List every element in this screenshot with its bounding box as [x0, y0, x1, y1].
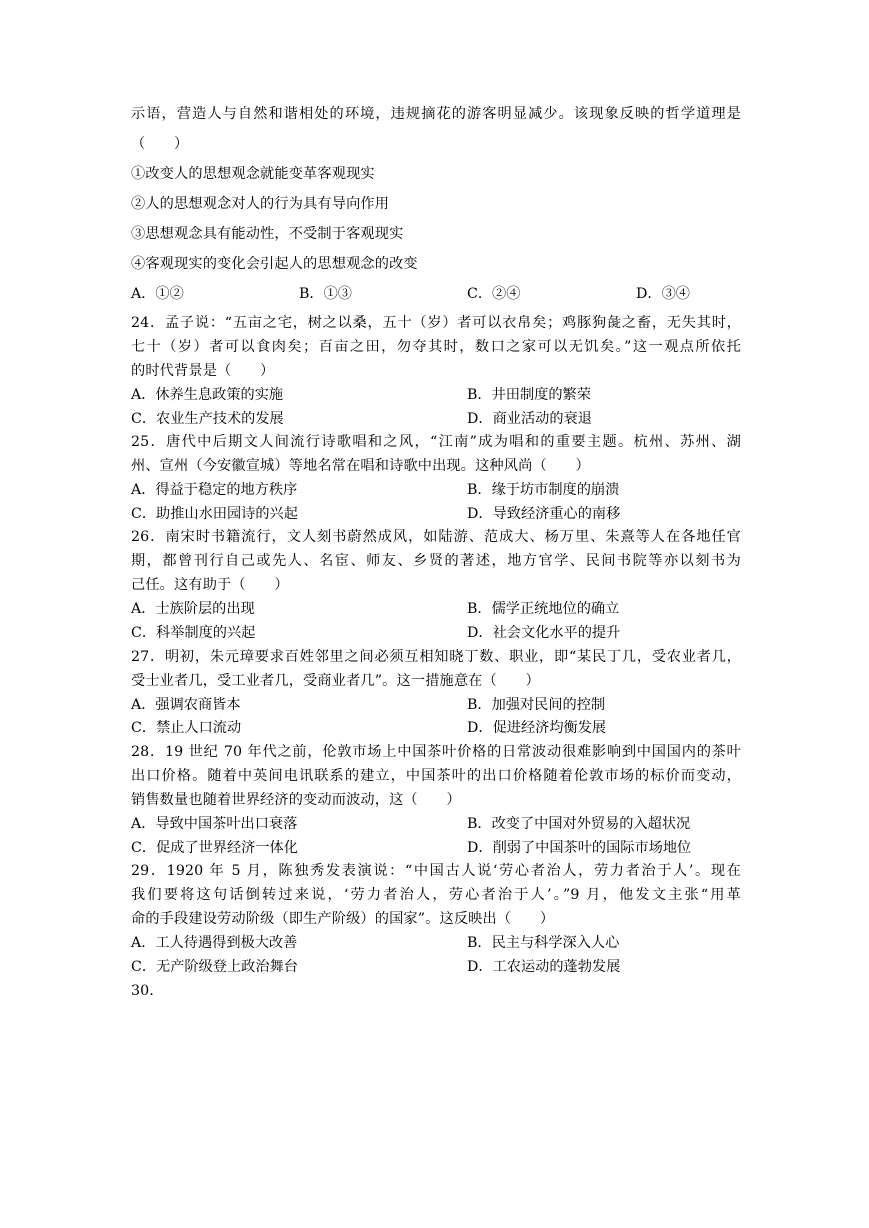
q26-option-b: B．儒学正统地位的确立	[467, 601, 620, 617]
q25-stem-line-1: 25．唐代中后期文人间流行诗歌唱和之风，“江南”成为唱和的重要主题。杭州、苏州、湖	[131, 434, 741, 450]
q29-option-c: C．无产阶级登上政治舞台	[131, 959, 298, 975]
q23-item-1: ①改变人的思想观念就能变革客观现实	[131, 166, 375, 182]
q28-stem-line-2: 出口价格。随着中英间电讯联系的建立，中国茶叶的出口价格随着伦敦市场的标价而变动，	[131, 768, 741, 784]
q23-option-c: C．②④	[467, 286, 521, 302]
q27-option-b: B．加强对民间的控制	[467, 697, 606, 713]
q26-stem-line-2: 期，都曾刊行自己或先人、名宦、师友、乡贤的著述，地方官学、民间书院等亦以刻书为	[131, 553, 741, 569]
q29-option-d: D．工农运动的蓬勃发展	[467, 959, 621, 975]
q29-stem-line-2: 我们要将这句话倒转过来说，‘劳力者治人，劳心者治于人’。”9 月，他发文主张“用革	[131, 887, 741, 903]
q26-option-c: C．科举制度的兴起	[131, 625, 256, 641]
q25-option-d: D．导致经济重心的南移	[467, 506, 621, 522]
q28-option-d: D．削弱了中国茶叶的国际市场地位	[467, 840, 692, 856]
q26-option-a: A．士族阶层的出现	[131, 601, 255, 617]
q23-answer-blank: （ ）	[131, 136, 189, 152]
q26-stem-line-1: 26．南宋时书籍流行，文人刻书蔚然成风，如陆游、范成大、杨万里、朱熹等人在各地任官	[131, 529, 741, 545]
q25-option-c: C．助推山水田园诗的兴起	[131, 506, 298, 522]
q23-item-3: ③思想观念具有能动性，不受制于客观现实	[131, 226, 404, 242]
q26-option-d: D．社会文化水平的提升	[467, 625, 621, 641]
q23-stem-line-1: 示语，营造人与自然和谐相处的环境，违规摘花的游客明显减少。该现象反映的哲学道理是	[131, 106, 741, 122]
q24-stem-line-2: 七十（岁）者可以食肉矣；百亩之田，勿夺其时，数口之家可以无饥矣。”这一观点所依托	[131, 339, 741, 355]
q28-option-c: C．促成了世界经济一体化	[131, 840, 298, 856]
q27-option-d: D．促进经济均衡发展	[467, 720, 607, 736]
q29-option-a: A．工人待遇得到极大改善	[131, 935, 298, 951]
q28-stem-line-1: 28．19 世纪 70 年代之前，伦敦市场上中国茶叶价格的日常波动很难影响到中国国内的茶叶	[131, 744, 741, 760]
q28-option-b: B．改变了中国对外贸易的入超状况	[467, 816, 691, 832]
q27-stem-line-1: 27．明初，朱元璋要求百姓邻里之间必须互相知晓丁数、职业，即“某民丁几，受农业者几，	[131, 649, 741, 665]
q25-stem-line-2: 州、宣州（今安徽宣城）等地名常在唱和诗歌中出现。这种风尚（ ）	[131, 458, 590, 474]
q24-option-d: D．商业活动的衰退	[467, 411, 592, 427]
q24-option-a: A．休养生息政策的实施	[131, 387, 284, 403]
q29-stem-line-1: 29．1920 年 5 月，陈独秀发表演说：“中国古人说‘劳心者治人，劳力者治于人’。现在	[131, 863, 741, 879]
q25-option-b: B．缘于坊市制度的崩溃	[467, 482, 620, 498]
q24-option-c: C．农业生产技术的发展	[131, 411, 284, 427]
q23-item-4: ④客观现实的变化会引起人的思想观念的改变	[131, 256, 418, 272]
q29-option-b: B．民主与科学深入人心	[467, 935, 620, 951]
q23-option-d: D．③④	[636, 286, 690, 302]
q27-option-c: C．禁止人口流动	[131, 720, 242, 736]
q23-item-2: ②人的思想观念对人的行为具有导向作用	[131, 196, 390, 212]
q30-label: 30．	[131, 983, 164, 999]
q23-option-a: A．①②	[131, 286, 184, 302]
q24-stem-line-3: 的时代背景是（ ）	[131, 363, 275, 379]
q24-option-b: B．井田制度的繁荣	[467, 387, 591, 403]
q29-stem-line-3: 命的手段建设劳动阶级（即生产阶级）的国家”。这反映出（ ）	[131, 911, 555, 927]
q25-option-a: A．得益于稳定的地方秩序	[131, 482, 298, 498]
q27-stem-line-2: 受士业者几，受工业者几，受商业者几”。这一措施意在（ ）	[131, 673, 540, 689]
q26-stem-line-3: 己任。这有助于（ ）	[131, 577, 289, 593]
q24-stem-line-1: 24．孟子说：“五亩之宅，树之以桑，五十（岁）者可以衣帛矣；鸡豚狗彘之畜，无失其时，	[131, 315, 741, 331]
q27-option-a: A．强调农商皆本	[131, 697, 241, 713]
q28-stem-line-3: 销售数量也随着世界经济的变动而波动，这（ ）	[131, 792, 461, 808]
q28-option-a: A．导致中国茶叶出口衰落	[131, 816, 298, 832]
q23-option-b: B．①③	[299, 286, 352, 302]
